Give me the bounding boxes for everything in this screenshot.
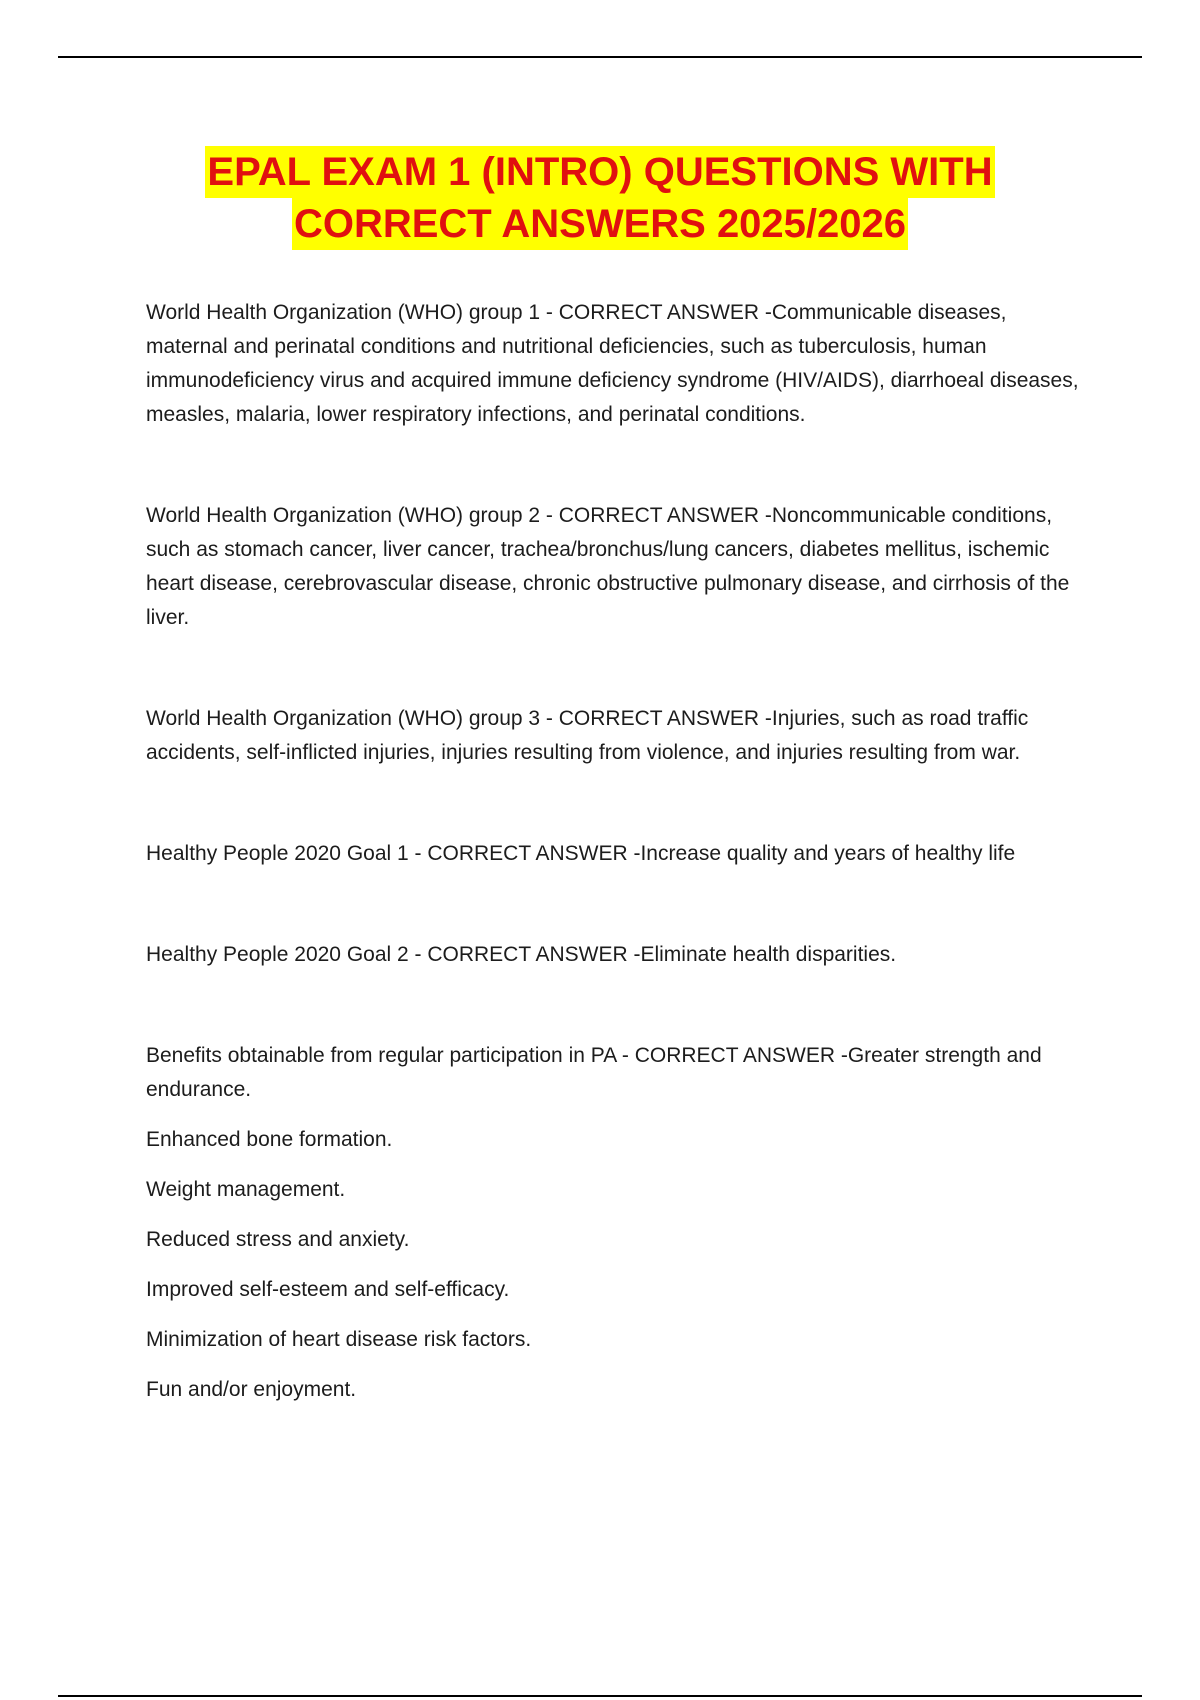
benefit-line: Minimization of heart disease risk factors. — [146, 1328, 532, 1351]
title-line-1: EPAL EXAM 1 (INTRO) QUESTIONS WITH — [205, 146, 994, 198]
document-body — [146, 296, 1086, 1423]
benefit-line: Weight management. — [146, 1178, 346, 1201]
qa-who-group-1: World Health Organization (WHO) group 1 - CORRECT ANSWER -Communicable diseases, maternal and perinatal conditions and nutritional deficiencies, such as tuberculosis, human immunodeficiency virus and acquired immune deficiency syndrome (HIV/AIDS), diarrhoeal diseases, measles, malaria, lower respiratory infections, and perinatal conditions. — [146, 301, 1079, 426]
bottom-divider — [58, 1695, 1142, 1697]
benefit-line: Enhanced bone formation. — [146, 1128, 393, 1151]
benefit-line: Reduced stress and anxiety. — [146, 1228, 410, 1251]
qa-pa-benefits: Benefits obtainable from regular participation in PA - CORRECT ANSWER -Greater strength and endurance. — [146, 1044, 1042, 1101]
benefit-line: Fun and/or enjoyment. — [146, 1378, 357, 1401]
qa-healthy-people-goal-2: Healthy People 2020 Goal 2 - CORRECT ANSWER -Eliminate health disparities. — [146, 943, 897, 966]
top-divider — [58, 56, 1142, 58]
qa-healthy-people-goal-1: Healthy People 2020 Goal 1 - CORRECT ANSWER -Increase quality and years of healthy life — [146, 842, 1016, 865]
document-title — [0, 146, 1200, 250]
benefit-line: Improved self-esteem and self-efficacy. — [146, 1278, 510, 1301]
title-line-2: CORRECT ANSWERS 2025/2026 — [292, 198, 908, 250]
qa-who-group-2: World Health Organization (WHO) group 2 - CORRECT ANSWER -Noncommunicable conditions, such as stomach cancer, liver cancer, trachea/bronchus/lung cancers, diabetes mellitus, ischemic heart disease, cerebrovascular disease, chronic obstructive pulmonary disease, and cirrhosis of the liver. — [146, 504, 1070, 629]
qa-who-group-3: World Health Organization (WHO) group 3 - CORRECT ANSWER -Injuries, such as road traffic accidents, self-inflicted injuries, injuries resulting from violence, and injuries resulting from war. — [146, 707, 1029, 764]
